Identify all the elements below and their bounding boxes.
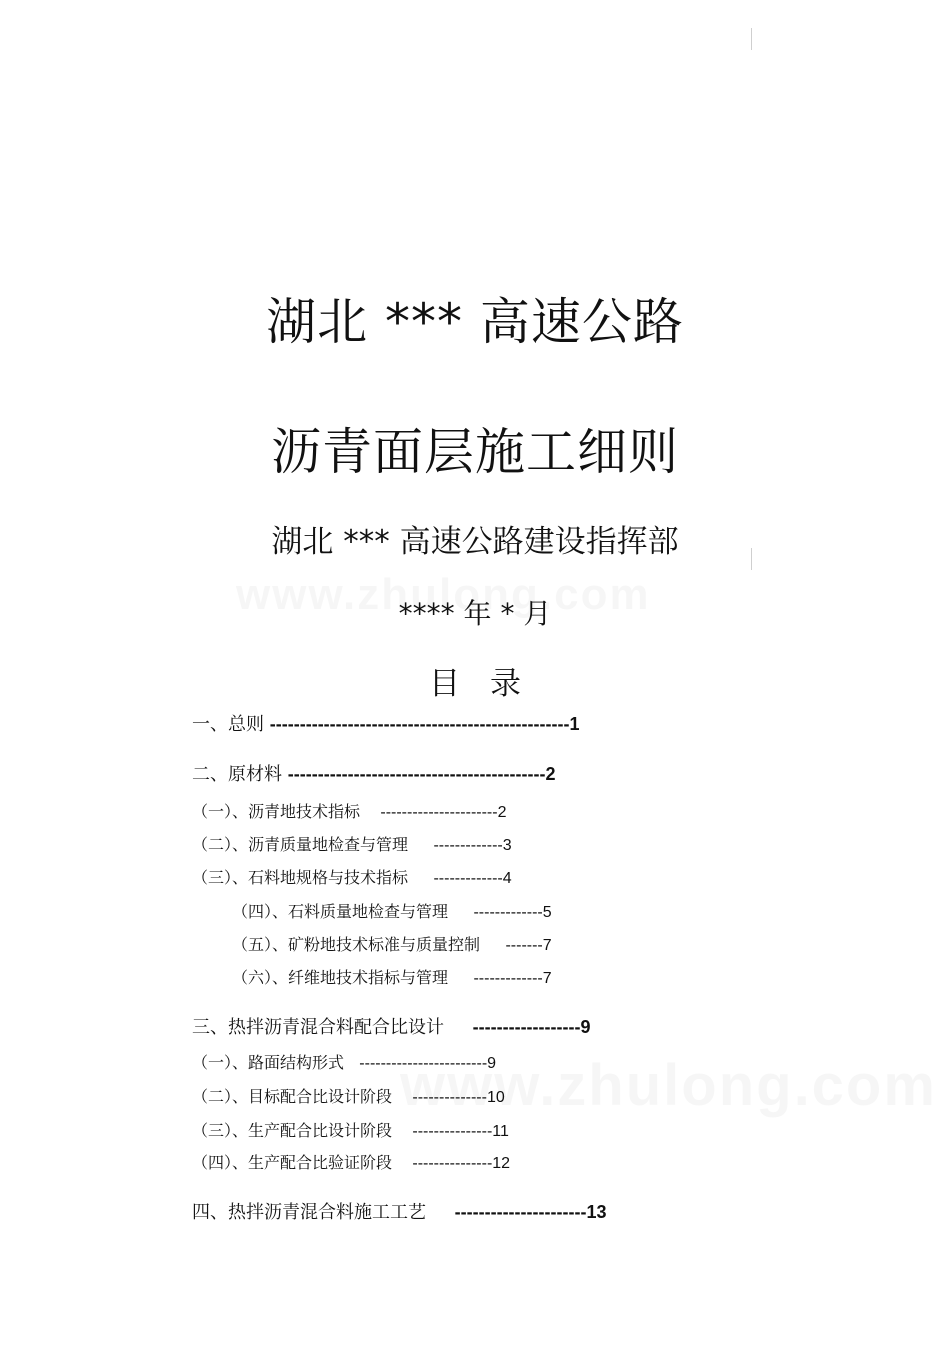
toc-leader-dots: ------------------------------------------- bbox=[287, 764, 546, 784]
toc-entry[interactable] bbox=[192, 802, 506, 823]
toc-leader-dots: ------------- bbox=[473, 970, 543, 987]
toc-page-number: 12 bbox=[492, 1155, 511, 1172]
toc-page-number: 2 bbox=[497, 804, 507, 821]
toc-leader-dots: ------------- bbox=[473, 904, 543, 921]
toc-page-number: 1 bbox=[569, 714, 580, 734]
toc-heading: 目录 bbox=[429, 666, 551, 702]
toc-entry[interactable] bbox=[232, 902, 552, 923]
toc-leader-dots: ------------------ bbox=[472, 1017, 581, 1037]
toc-entry[interactable] bbox=[192, 714, 579, 735]
toc-entry-label: （一）、沥青地技术指标 bbox=[192, 802, 361, 821]
toc-entry[interactable] bbox=[192, 1017, 591, 1038]
toc-leader-dots: ---------------------- bbox=[380, 804, 498, 821]
toc-entry[interactable] bbox=[192, 1053, 496, 1074]
toc-entry[interactable] bbox=[192, 764, 556, 785]
toc-page-number: 10 bbox=[486, 1089, 505, 1106]
toc-leader-dots: --------------- bbox=[412, 1123, 493, 1140]
toc-leader-dots: -------------------------------------------------- bbox=[269, 714, 570, 734]
toc-entry[interactable] bbox=[232, 968, 552, 989]
toc-page-number: 7 bbox=[542, 937, 552, 954]
organization-name: 湖北 *** 高速公路建设指挥部 bbox=[271, 524, 679, 560]
edge-mark-top bbox=[751, 28, 752, 50]
toc-entry-label: （四）、生产配合比验证阶段 bbox=[192, 1153, 393, 1172]
title-line-2: 沥青面层施工细则 bbox=[271, 423, 679, 481]
toc-entry-label: （二）、沥青质量地检查与管理 bbox=[192, 835, 409, 854]
toc-entry-label: 二、原材料 bbox=[192, 764, 282, 785]
toc-page-number: 4 bbox=[502, 870, 512, 887]
toc-entry-label: （四）、石料质量地检查与管理 bbox=[232, 902, 449, 921]
toc-entry-label: 四、热拌沥青混合料施工工艺 bbox=[192, 1202, 426, 1223]
toc-leader-dots: ------------- bbox=[433, 837, 503, 854]
toc-entry[interactable] bbox=[192, 1153, 510, 1174]
toc-entry[interactable] bbox=[232, 935, 552, 956]
toc-entry-label: （一）、路面结构形式 bbox=[192, 1053, 345, 1072]
toc-entry[interactable] bbox=[192, 1202, 607, 1223]
toc-entry-label: （六）、纤维地技术指标与管理 bbox=[232, 968, 449, 987]
toc-page-number: 7 bbox=[542, 970, 552, 987]
toc-entry-label: （五）、矿粉地技术标准与质量控制 bbox=[232, 935, 481, 954]
title-line-1: 湖北 *** 高速公路 bbox=[266, 293, 684, 351]
toc-page-number: 9 bbox=[580, 1017, 591, 1037]
toc-leader-dots: ------------- bbox=[433, 870, 503, 887]
toc-leader-dots: ------------------------ bbox=[359, 1055, 488, 1072]
toc-entry[interactable] bbox=[192, 868, 512, 889]
toc-entry-label: （三）、生产配合比设计阶段 bbox=[192, 1121, 393, 1140]
toc-entry-label: （三）、石料地规格与技术指标 bbox=[192, 868, 409, 887]
toc-entry-label: （二）、目标配合比设计阶段 bbox=[192, 1087, 393, 1106]
toc-entry-label: 三、热拌沥青混合料配合比设计 bbox=[192, 1017, 444, 1038]
document-date: **** 年 * 月 bbox=[398, 597, 552, 630]
toc-leader-dots: --------------- bbox=[412, 1155, 493, 1172]
toc-entry[interactable] bbox=[192, 835, 512, 856]
toc-entry[interactable] bbox=[192, 1087, 505, 1108]
toc-page-number: 3 bbox=[502, 837, 512, 854]
toc-leader-dots: -------------- bbox=[412, 1089, 487, 1106]
toc-leader-dots: ---------------------- bbox=[454, 1202, 587, 1222]
toc-page-number: 9 bbox=[487, 1055, 497, 1072]
toc-entry-label: 一、总则 bbox=[192, 714, 264, 735]
toc-page-number: 5 bbox=[542, 904, 552, 921]
toc-page-number: 13 bbox=[586, 1202, 607, 1222]
toc-entry[interactable] bbox=[192, 1121, 509, 1142]
toc-page-number: 11 bbox=[492, 1123, 509, 1140]
toc-leader-dots: ------- bbox=[505, 937, 543, 954]
toc-page-number: 2 bbox=[545, 764, 556, 784]
